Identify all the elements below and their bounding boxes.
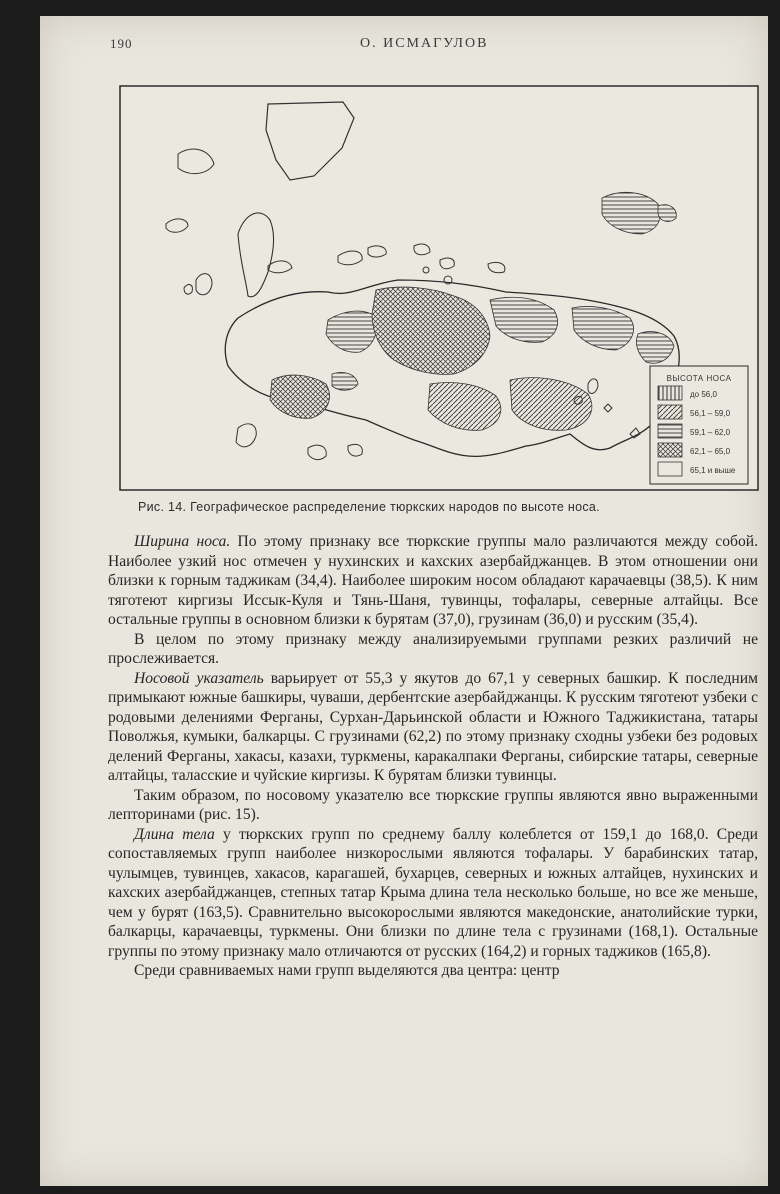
paragraph-4-text: Таким образом, по носовому указателю все тюркские группы являются явно выраженными лепторинами (рис. 15). (108, 786, 758, 823)
legend-label-4: 62,1 – 65,0 (690, 447, 731, 456)
eurasia-nose-height-map (118, 84, 760, 494)
paragraph-3 (108, 669, 758, 786)
map-figure (118, 84, 760, 494)
legend-swatch-5 (658, 462, 682, 476)
paragraph-2 (108, 630, 758, 669)
legend-title: ВЫСОТА НОСА (666, 374, 732, 383)
paragraph-6 (108, 961, 758, 981)
running-head: О. ИСМАГУЛОВ (360, 36, 489, 51)
legend-swatch-2 (658, 405, 682, 419)
legend-swatch-1 (658, 386, 682, 400)
legend-label-3: 59,1 – 62,0 (690, 428, 731, 437)
paragraph-1-lead: Ширина носа. (134, 533, 231, 550)
paragraph-1 (108, 532, 758, 630)
legend-label-5: 65,1 и выше (690, 466, 736, 475)
paragraph-1-text: По этому признаку все тюркские группы мало различаются между собой. Наиболее узкий нос отмечен у нухинских и кахских азербайджанцев. В этом отношении они близки к горным таджикам (34,4). Наиболее широким носом обладают карачаевцы (38,5). К ним тяготеют киргизы Иссык-Куля и Тянь-Шаня, тувинцы, тофалары, северные алтайцы. Все остальные группы в основном близки к бурятам (37,0), грузинам (36,0) и русским (35,4). (108, 533, 758, 628)
paragraph-2-text: В целом по этому признаку между анализируемыми группами резких различий не прослеживается. (108, 630, 758, 667)
book-page (40, 16, 768, 1186)
paragraph-6-text: Среди сравниваемых нами групп выделяются два центра: центр (134, 962, 560, 979)
legend-swatch-3 (658, 424, 682, 438)
paragraph-5 (108, 825, 758, 962)
legend-swatch-4 (658, 443, 682, 457)
body-text (108, 532, 758, 981)
paragraph-5-text: у тюркских групп по среднему баллу колеблется от 159,1 до 168,0. Среди сопоставляемых групп наиболее низкорослыми являются тофалары. У барабинских татар, чулымцев, тувинцев, хакасов, карагашей, бухарцев, северных и южных алтайцев, нухинских и кахских азербайджанцев, степных татар Крыма длина тела несколько больше, но все же меньше, чем у бурят (163,5). Сравнительно высокорослыми являются македонские, анатолийские турки, балкарцы, карачаевцы, туркмены. Они близки по длине тела с грузинами (168,1). Остальные группы по этому признаку мало отличаются от русских (164,2) и горных таджиков (165,8). (108, 825, 759, 960)
page-number: 190 (110, 36, 133, 51)
page-header (110, 36, 710, 60)
paragraph-3-lead: Носовой указатель (134, 669, 264, 687)
legend-label-2: 56,1 – 59,0 (690, 409, 731, 418)
paragraph-3-text: варьирует от 55,3 у якутов до 67,1 у северных башкир. К последним примыкают южные башкиры, чуваши, дербентские азербайджанцы. К русским тяготеют узбеки с родовыми делениями Ферганы, Сурхан-Дарьинской области и Южного Таджикистана, татары Поволжья, кумыки, балкарцы. С грузинами (62,2) по этому признаку сходны узбеки без родовых делений Ферганы, хакасы, казахи, туркмены, каракалпаки Ферганы, сибирские татары, северные алтайцы, таласские и чуйские киргизы. К бурятам близки тувинцы. (108, 669, 758, 784)
legend-label-1: до 56,0 (690, 390, 717, 399)
paragraph-5-lead: Длина тела (134, 825, 215, 843)
figure-caption: Рис. 14. Географическое распределение тюркских народов по высоте носа. (138, 500, 600, 514)
paragraph-4 (108, 786, 758, 825)
